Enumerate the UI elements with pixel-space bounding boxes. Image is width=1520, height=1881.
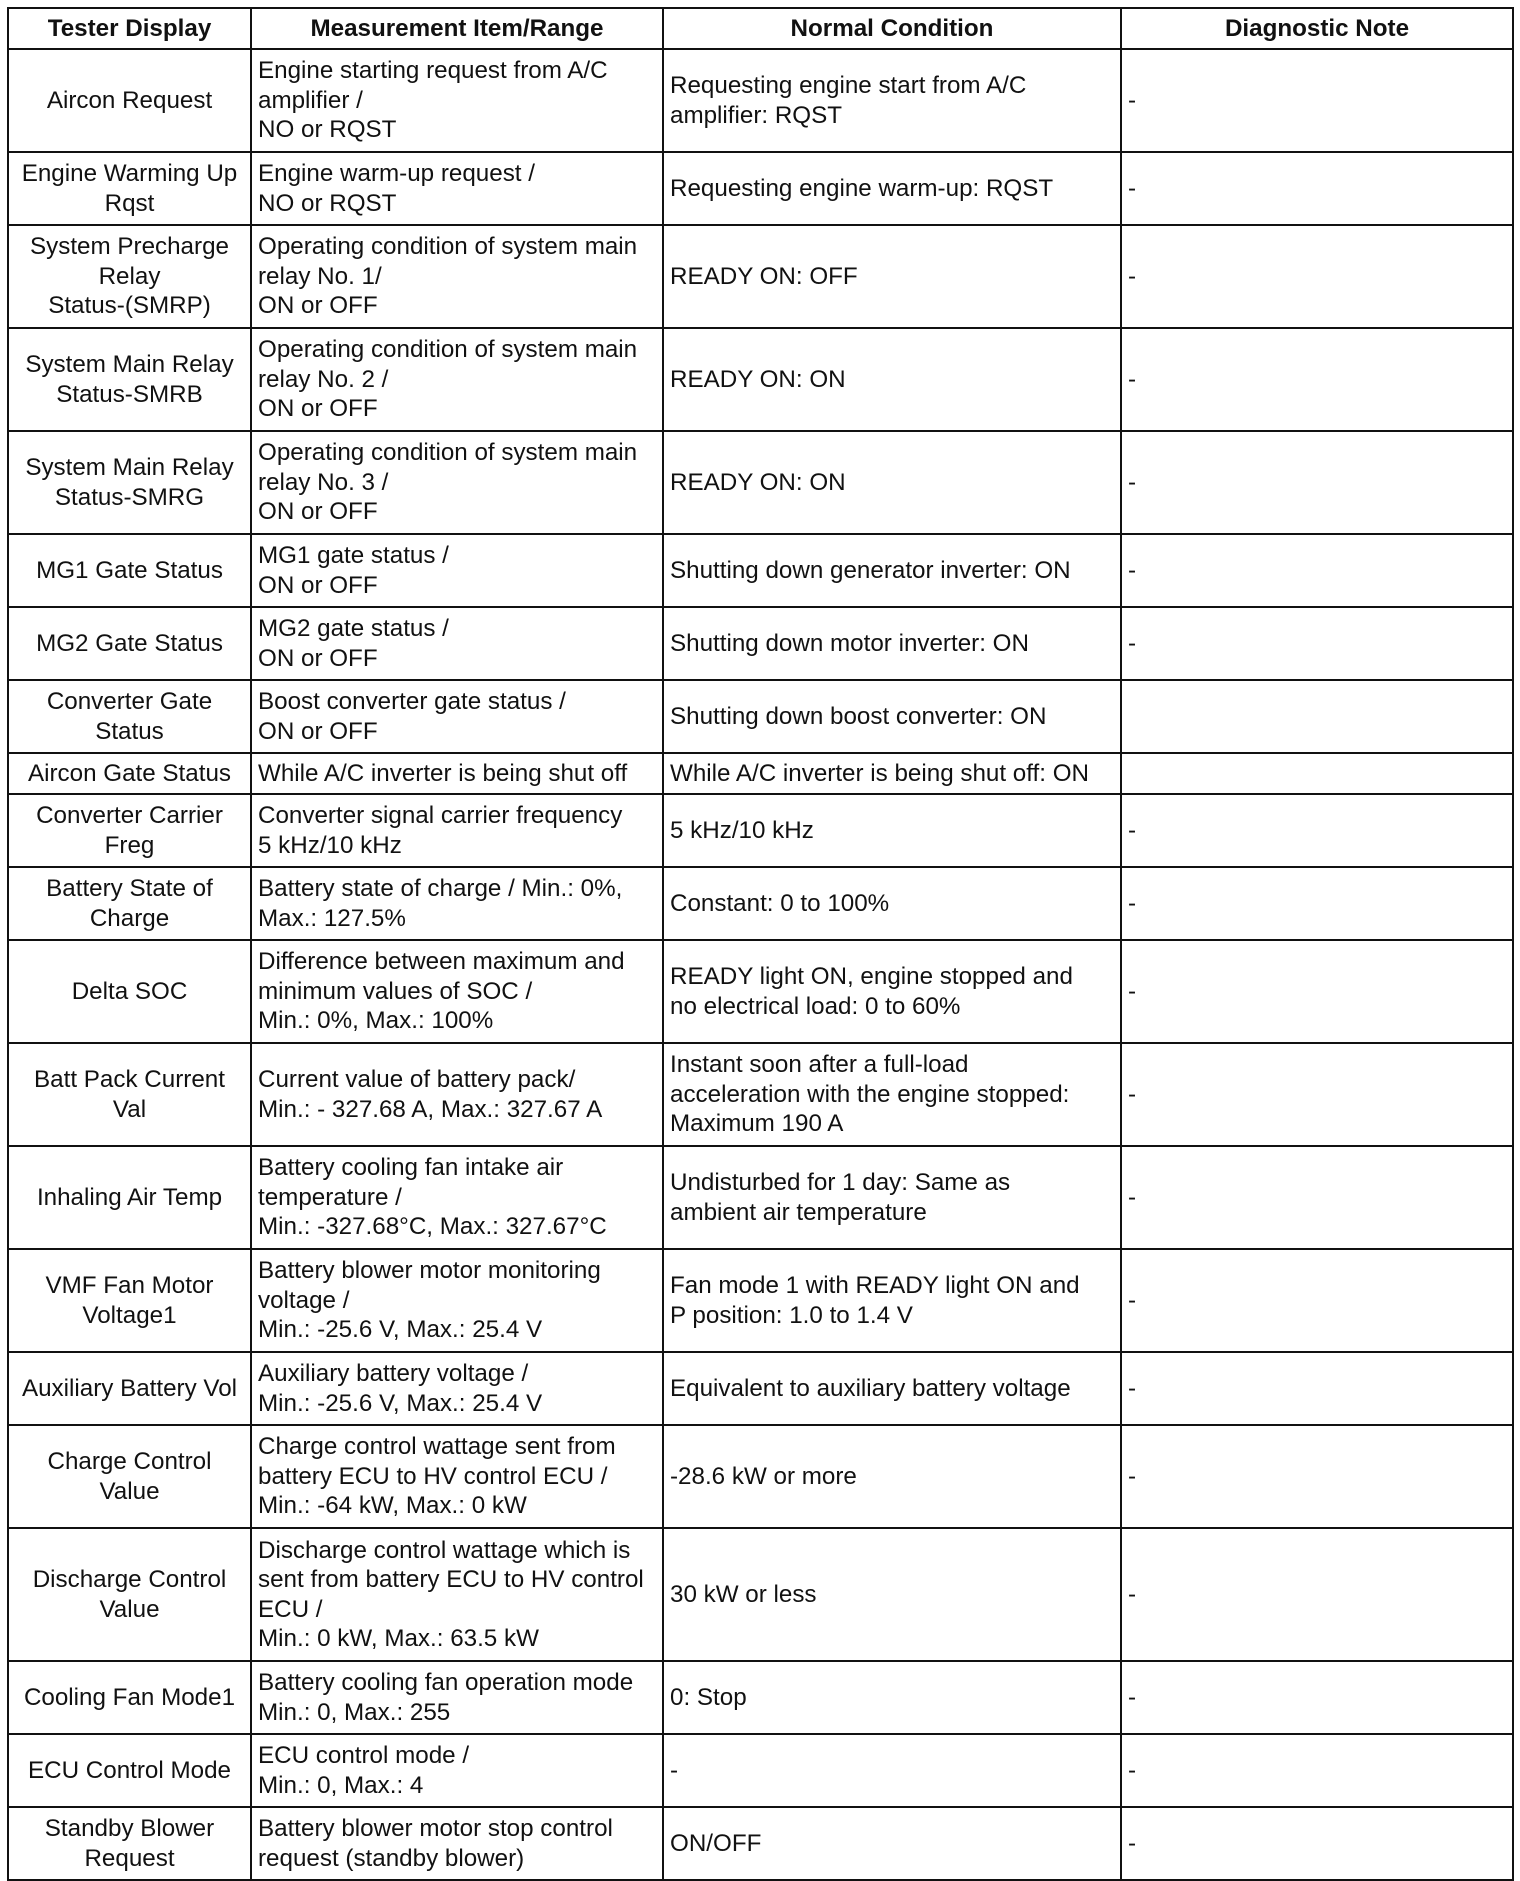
normal-condition-cell: 30 kW or less: [663, 1528, 1121, 1661]
measurement-item-cell: Current value of battery pack/ Min.: - 327.68 A, Max.: 327.67 A: [251, 1043, 663, 1146]
tester-display-cell: MG1 Gate Status: [8, 534, 251, 607]
diagnostic-note-cell: -: [1121, 152, 1513, 225]
diagnostic-note-cell: -: [1121, 1249, 1513, 1352]
header-measurement-item: Measurement Item/Range: [251, 8, 663, 49]
table-row: [8, 1352, 1513, 1425]
table-row: [8, 1425, 1513, 1528]
normal-condition-cell: READY light ON, engine stopped and no electrical load: 0 to 60%: [663, 940, 1121, 1043]
measurement-item-cell: Battery state of charge / Min.: 0%, Max.: 127.5%: [251, 867, 663, 940]
normal-condition-cell: Equivalent to auxiliary battery voltage: [663, 1352, 1121, 1425]
normal-condition-cell: 5 kHz/10 kHz: [663, 794, 1121, 867]
diagnostic-note-cell: -: [1121, 1528, 1513, 1661]
table-row: [8, 1807, 1513, 1880]
measurement-item-cell: Auxiliary battery voltage / Min.: -25.6 V, Max.: 25.4 V: [251, 1352, 663, 1425]
table-row: [8, 1528, 1513, 1661]
diagnostic-note-cell: -: [1121, 867, 1513, 940]
table-row: [8, 680, 1513, 753]
header-diagnostic-note: Diagnostic Note: [1121, 8, 1513, 49]
normal-condition-cell: -: [663, 1734, 1121, 1807]
diagnostic-note-cell: -: [1121, 49, 1513, 152]
diagnostic-note-cell: -: [1121, 1352, 1513, 1425]
tester-display-cell: Auxiliary Battery Vol: [8, 1352, 251, 1425]
diagnostic-note-cell: -: [1121, 328, 1513, 431]
normal-condition-cell: Constant: 0 to 100%: [663, 867, 1121, 940]
diagnostic-note-cell: -: [1121, 225, 1513, 328]
tester-display-cell: Inhaling Air Temp: [8, 1146, 251, 1249]
normal-condition-cell: Shutting down motor inverter: ON: [663, 607, 1121, 680]
tester-display-cell: Charge Control Value: [8, 1425, 251, 1528]
diagnostic-note-cell: -: [1121, 1734, 1513, 1807]
table-row: [8, 152, 1513, 225]
measurement-item-cell: Difference between maximum and minimum values of SOC / Min.: 0%, Max.: 100%: [251, 940, 663, 1043]
diagnostic-note-cell: -: [1121, 1807, 1513, 1880]
table-row: [8, 1043, 1513, 1146]
table-row: [8, 1146, 1513, 1249]
normal-condition-cell: Shutting down boost converter: ON: [663, 680, 1121, 753]
header-tester-display: Tester Display: [8, 8, 251, 49]
measurement-item-cell: Battery blower motor monitoring voltage / Min.: -25.6 V, Max.: 25.4 V: [251, 1249, 663, 1352]
normal-condition-cell: ON/OFF: [663, 1807, 1121, 1880]
table-row: [8, 1734, 1513, 1807]
normal-condition-cell: READY ON: OFF: [663, 225, 1121, 328]
tester-display-cell: Cooling Fan Mode1: [8, 1661, 251, 1734]
table-row: [8, 49, 1513, 152]
diagnostic-note-cell: -: [1121, 1043, 1513, 1146]
table-row: [8, 607, 1513, 680]
tester-display-cell: ECU Control Mode: [8, 1734, 251, 1807]
measurement-item-cell: Battery cooling fan operation mode Min.: 0, Max.: 255: [251, 1661, 663, 1734]
diagnostic-note-cell: -: [1121, 607, 1513, 680]
table-row: [8, 753, 1513, 794]
normal-condition-cell: 0: Stop: [663, 1661, 1121, 1734]
measurement-item-cell: MG1 gate status / ON or OFF: [251, 534, 663, 607]
measurement-item-cell: Battery blower motor stop control request (standby blower): [251, 1807, 663, 1880]
diagnostic-note-cell: -: [1121, 1661, 1513, 1734]
table-row: [8, 1249, 1513, 1352]
measurement-item-cell: MG2 gate status / ON or OFF: [251, 607, 663, 680]
diagnostic-note-cell: -: [1121, 534, 1513, 607]
measurement-item-cell: Boost converter gate status / ON or OFF: [251, 680, 663, 753]
normal-condition-cell: Requesting engine warm-up: RQST: [663, 152, 1121, 225]
table-row: [8, 794, 1513, 867]
tester-display-cell: Standby Blower Request: [8, 1807, 251, 1880]
tester-display-cell: MG2 Gate Status: [8, 607, 251, 680]
header-normal-condition: Normal Condition: [663, 8, 1121, 49]
diagnostic-note-cell: -: [1121, 794, 1513, 867]
diagnostic-data-table: [7, 7, 1514, 1881]
measurement-item-cell: Charge control wattage sent from battery ECU to HV control ECU / Min.: -64 kW, Max.: 0 kW: [251, 1425, 663, 1528]
measurement-item-cell: Operating condition of system main relay No. 1/ ON or OFF: [251, 225, 663, 328]
tester-display-cell: Aircon Request: [8, 49, 251, 152]
tester-display-cell: Converter Carrier Freg: [8, 794, 251, 867]
normal-condition-cell: While A/C inverter is being shut off: ON: [663, 753, 1121, 794]
measurement-item-cell: Discharge control wattage which is sent from battery ECU to HV control ECU / Min.: 0 kW, Max.: 63.5 kW: [251, 1528, 663, 1661]
normal-condition-cell: READY ON: ON: [663, 431, 1121, 534]
tester-display-cell: System Precharge Relay Status-(SMRP): [8, 225, 251, 328]
normal-condition-cell: Instant soon after a full-load acceleration with the engine stopped: Maximum 190 A: [663, 1043, 1121, 1146]
normal-condition-cell: Requesting engine start from A/C amplifier: RQST: [663, 49, 1121, 152]
measurement-item-cell: Operating condition of system main relay No. 3 / ON or OFF: [251, 431, 663, 534]
measurement-item-cell: Engine starting request from A/C amplifier / NO or RQST: [251, 49, 663, 152]
tester-display-cell: Converter Gate Status: [8, 680, 251, 753]
table-row: [8, 1661, 1513, 1734]
tester-display-cell: Discharge Control Value: [8, 1528, 251, 1661]
tester-display-cell: Batt Pack Current Val: [8, 1043, 251, 1146]
measurement-item-cell: Operating condition of system main relay No. 2 / ON or OFF: [251, 328, 663, 431]
measurement-item-cell: Battery cooling fan intake air temperature / Min.: -327.68°C, Max.: 327.67°C: [251, 1146, 663, 1249]
table-row: [8, 867, 1513, 940]
table-row: [8, 328, 1513, 431]
tester-display-cell: Battery State of Charge: [8, 867, 251, 940]
table-row: [8, 534, 1513, 607]
tester-display-cell: System Main Relay Status-SMRG: [8, 431, 251, 534]
table-row: [8, 940, 1513, 1043]
normal-condition-cell: Undisturbed for 1 day: Same as ambient air temperature: [663, 1146, 1121, 1249]
tester-display-cell: VMF Fan Motor Voltage1: [8, 1249, 251, 1352]
diagnostic-note-cell: [1121, 753, 1513, 794]
measurement-item-cell: Engine warm-up request / NO or RQST: [251, 152, 663, 225]
measurement-item-cell: Converter signal carrier frequency 5 kHz/10 kHz: [251, 794, 663, 867]
tester-display-cell: Delta SOC: [8, 940, 251, 1043]
diagnostic-note-cell: -: [1121, 940, 1513, 1043]
normal-condition-cell: Shutting down generator inverter: ON: [663, 534, 1121, 607]
measurement-item-cell: While A/C inverter is being shut off: [251, 753, 663, 794]
measurement-item-cell: ECU control mode / Min.: 0, Max.: 4: [251, 1734, 663, 1807]
normal-condition-cell: READY ON: ON: [663, 328, 1121, 431]
normal-condition-cell: Fan mode 1 with READY light ON and P position: 1.0 to 1.4 V: [663, 1249, 1121, 1352]
table-row: [8, 225, 1513, 328]
tester-display-cell: System Main Relay Status-SMRB: [8, 328, 251, 431]
header-row: [8, 8, 1513, 49]
diagnostic-note-cell: -: [1121, 1146, 1513, 1249]
diagnostic-note-cell: [1121, 680, 1513, 753]
table-row: [8, 431, 1513, 534]
diagnostic-note-cell: -: [1121, 431, 1513, 534]
diagnostic-note-cell: -: [1121, 1425, 1513, 1528]
tester-display-cell: Engine Warming Up Rqst: [8, 152, 251, 225]
tester-display-cell: Aircon Gate Status: [8, 753, 251, 794]
normal-condition-cell: -28.6 kW or more: [663, 1425, 1121, 1528]
